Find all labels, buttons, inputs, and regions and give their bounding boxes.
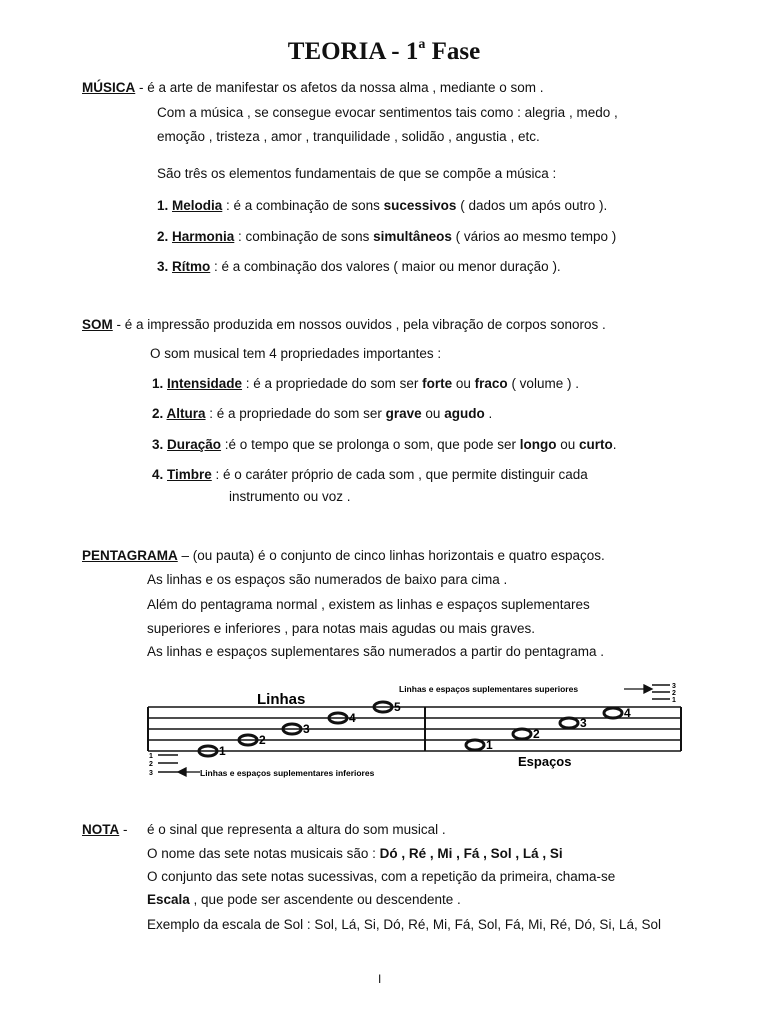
nota-escala [147, 892, 461, 907]
sup-number-2: 2 [672, 690, 676, 697]
item-number: 4. [152, 467, 168, 482]
item-bold-2: fraco [474, 376, 508, 391]
som-definition [82, 317, 606, 332]
nota-definition: é o sinal que representa a altura do som musical . [147, 822, 446, 837]
item-text: : combinação de sons [234, 229, 374, 244]
note-space-2-icon [513, 729, 531, 739]
espacos-label: Espaços [518, 754, 572, 769]
nota-heading [82, 822, 128, 837]
som-item-duracao [152, 437, 617, 452]
title-superscript: a [418, 36, 426, 52]
som-item-altura [152, 406, 492, 421]
som-item-intensidade [152, 376, 579, 391]
escala-term: Escala [147, 892, 190, 907]
pentagrama-line-4: As linhas e espaços suplementares são numerados a partir do pentagrama . [147, 644, 605, 659]
line-number-1: 1 [219, 744, 226, 758]
pentagrama-definition [82, 548, 605, 563]
ledger-lines-inferiores [158, 755, 178, 772]
item-text-mid: ou [556, 437, 580, 452]
sup-number-1: 1 [672, 697, 676, 704]
som-intro: O som musical tem 4 propriedades importantes : [150, 346, 442, 361]
som-term: SOM [82, 317, 113, 332]
item-term: Rítmo [172, 259, 211, 274]
pentagrama-line-3: superiores e inferiores , para notas mais agudas ou mais graves. [147, 621, 535, 636]
item-bold: sucessivos [383, 198, 457, 213]
space-number-3: 3 [580, 716, 587, 730]
line-number-2: 2 [259, 733, 266, 747]
item-term: Intensidade [167, 376, 243, 391]
item-term: Altura [166, 406, 206, 421]
musica-definition [82, 80, 543, 95]
item-number: 2. [152, 406, 167, 421]
item-term: Duração [167, 437, 222, 452]
sup-number-3: 3 [672, 683, 676, 690]
nota-names [147, 846, 563, 861]
item-term: Timbre [167, 467, 212, 482]
inf-number-3: 3 [149, 770, 153, 777]
item-term: Harmonia [172, 229, 235, 244]
item-text-end: ( volume ) . [507, 376, 579, 391]
item-text-end: ( dados um após outro ). [456, 198, 608, 213]
line-number-5: 5 [394, 700, 401, 714]
item-text: : é a propriedade do som ser [242, 376, 423, 391]
item-bold: simultâneos [373, 229, 452, 244]
musica-item-harmonia [157, 229, 616, 244]
item-text-end: ( vários ao mesmo tempo ) [451, 229, 617, 244]
title-text: TEORIA - 1 [287, 38, 419, 65]
escala-text: , que pode ser ascendente ou descendente . [189, 892, 461, 907]
pentagrama-line-2: Além do pentagrama normal , existem as linhas e espaços suplementares [147, 597, 590, 612]
item-bold-2: curto [579, 437, 613, 452]
item-text-mid: ou [421, 406, 445, 421]
som-def-text: - é a impressão produzida em nossos ouvidos , pela vibração de corpos sonoros . [112, 317, 606, 332]
musica-elements-intro: São três os elementos fundamentais de que se compõe a música : [157, 166, 557, 181]
page-number: I [378, 972, 382, 986]
nota-line-3: O conjunto das sete notas sucessivas, com a repetição da primeira, chama-se [147, 869, 616, 884]
inferiores-label: Linhas e espaços suplementares inferiores [200, 768, 375, 778]
item-number: 3. [157, 259, 173, 274]
item-text-mid: ou [452, 376, 475, 391]
item-text: :é o tempo que se prolonga o som, que pode ser [221, 437, 520, 452]
item-bold-1: forte [422, 376, 453, 391]
space-number-2: 2 [533, 727, 540, 741]
staff-diagram [140, 676, 690, 786]
musica-line-3: emoção , tristeza , amor , tranquilidade , solidão , angustia , etc. [157, 129, 540, 144]
nota-term: NOTA [82, 822, 120, 837]
space-number-4: 4 [624, 706, 631, 720]
item-text: : é a combinação de sons [222, 198, 384, 213]
inf-number-2: 2 [149, 761, 153, 768]
linhas-label: Linhas [257, 691, 306, 708]
som-item-timbre [152, 467, 588, 482]
item-text: : é o caráter próprio de cada som , que permite distinguir cada [211, 467, 588, 482]
item-number: 1. [152, 376, 168, 391]
item-bold-1: grave [385, 406, 422, 421]
item-text-end: . [612, 437, 617, 452]
musica-item-ritmo [157, 259, 561, 274]
pentagrama-def-text: – (ou pauta) é o conjunto de cinco linhas horizontais e quatro espaços. [177, 548, 605, 563]
inf-number-1: 1 [149, 753, 153, 760]
nota-names-text: O nome das sete notas musicais são : [147, 846, 380, 861]
arrow-superiores-icon [624, 685, 652, 693]
item-number: 2. [157, 229, 173, 244]
musica-def-text: - é a arte de manifestar os afetos da nossa alma , mediante o som . [135, 80, 544, 95]
item-bold-1: longo [519, 437, 557, 452]
item-text: : é a combinação dos valores ( maior ou menor duração ). [210, 259, 561, 274]
item-term: Melodia [172, 198, 223, 213]
item-number: 3. [152, 437, 168, 452]
line-number-3: 3 [303, 722, 310, 736]
musica-line-2: Com a música , se consegue evocar sentimentos tais como : alegria , medo , [157, 105, 618, 120]
superiores-label: Linhas e espaços suplementares superiores [399, 684, 579, 694]
som-timbre-continuation: instrumento ou voz . [229, 489, 351, 504]
line-number-4: 4 [349, 711, 356, 725]
note-space-3-icon [560, 718, 578, 728]
page-title [0, 38, 768, 66]
pentagrama-term: PENTAGRAMA [82, 548, 178, 563]
note-space-4-icon [604, 708, 622, 718]
musica-term: MÚSICA [82, 80, 136, 95]
item-bold-2: agudo [444, 406, 485, 421]
item-text-end: . [484, 406, 493, 421]
staff-lines [148, 707, 681, 751]
musica-item-melodia [157, 198, 607, 213]
nota-names-list: Dó , Ré , Mi , Fá , Sol , Lá , Si [379, 846, 563, 861]
nota-example: Exemplo da escala de Sol : Sol, Lá, Si, Dó, Ré, Mi, Fá, Sol, Fá, Mi, Ré, Dó, Si, Lá, Sol [147, 917, 661, 932]
pentagrama-line-1: As linhas e os espaços são numerados de baixo para cima . [147, 572, 508, 587]
nota-dash: - [119, 822, 128, 837]
arrow-inferiores-icon [178, 768, 200, 776]
item-text: : é a propriedade do som ser [205, 406, 386, 421]
note-space-1-icon [466, 740, 484, 750]
space-number-1: 1 [486, 738, 493, 752]
title-suffix: Fase [425, 38, 481, 65]
item-number: 1. [157, 198, 173, 213]
ledger-lines-superiores [652, 685, 670, 699]
